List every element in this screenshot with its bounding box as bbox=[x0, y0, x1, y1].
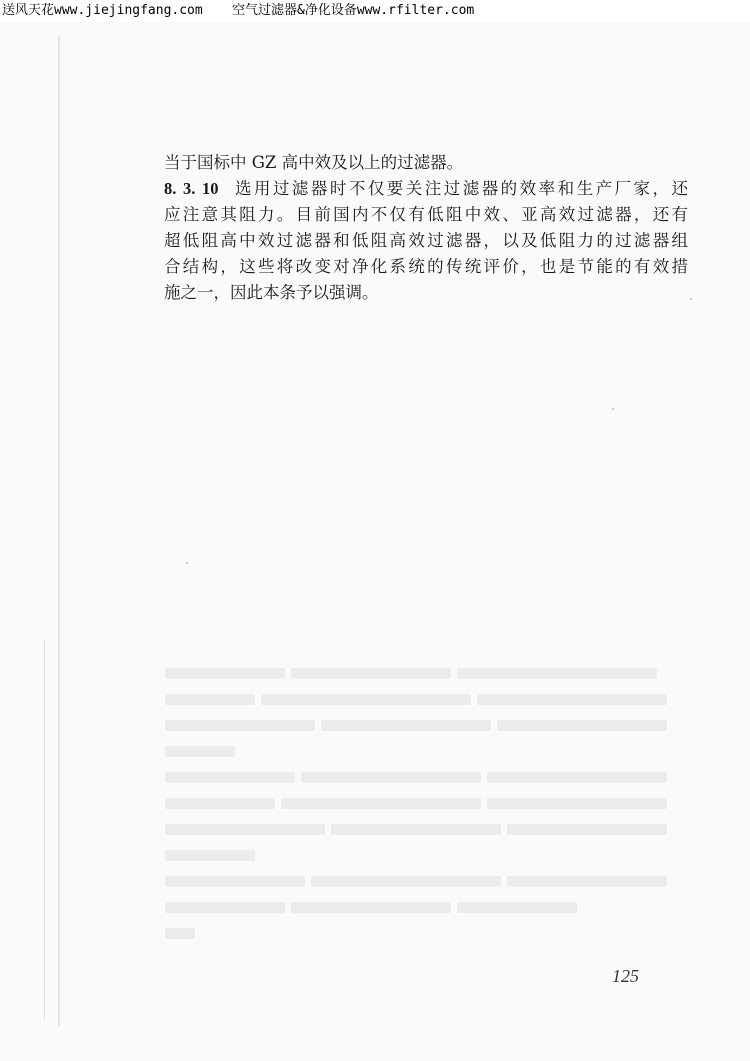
text-line: 合结构，这些将改变对净化系统的传统评价，也是节能的有效措 bbox=[164, 257, 688, 276]
text-line: 选用过滤器时不仅要关注过滤器的效率和生产厂家，还 bbox=[232, 179, 689, 198]
bleed-through-text bbox=[165, 660, 685, 946]
scan-speck bbox=[186, 562, 188, 564]
watermark-bar bbox=[0, 0, 750, 22]
scan-speck bbox=[690, 298, 692, 300]
clause-line bbox=[164, 176, 688, 202]
watermark-right-text: 空气过滤器&净化设备www.rfilter.com bbox=[232, 3, 475, 18]
clause-number: 8. 3. 10 bbox=[164, 179, 219, 198]
page-edge-line bbox=[44, 640, 45, 1020]
text-line: 超低阻高中效过滤器和低阻高效过滤器，以及低阻力的过滤器组 bbox=[164, 231, 688, 250]
text-line: 施之一，因此本条予以强调。 bbox=[164, 283, 379, 302]
scan-speck bbox=[612, 408, 614, 410]
text-line: 当于国标中 GZ 高中效及以上的过滤器。 bbox=[164, 153, 464, 172]
page-number: 125 bbox=[612, 966, 639, 986]
body-text bbox=[164, 150, 688, 306]
text-line: 应注意其阻力。目前国内不仅有低阻中效、亚高效过滤器，还有 bbox=[164, 205, 688, 224]
watermark-left-text: 送风天花www.jiejingfang.com bbox=[2, 3, 203, 18]
page-fold-shadow bbox=[58, 36, 61, 1026]
